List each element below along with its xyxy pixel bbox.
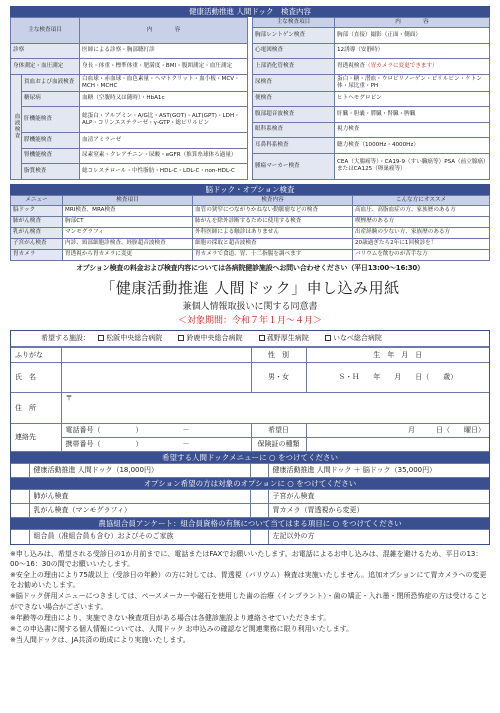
tel-dash: － — [182, 426, 190, 434]
content-cell: 身長・体重・標準体重・肥満度・BMI・腹囲測定・血圧測定 — [80, 59, 248, 75]
item-cell: 糖尿病 — [22, 91, 80, 107]
note-item: ※安全上の理由により75歳以上（受診日の年齢）の方に対しては、胃透視（バリウム）検査は実施いたしません。追加オプションにて胃カメラへの変更をお勧めいたします。 — [10, 570, 487, 590]
item-cell: 便検査 — [253, 91, 335, 107]
table-row — [253, 138, 490, 154]
content-cell: 血糖（空腹時又は随時）・HbA1c — [80, 91, 248, 107]
item-cell: 身体測定・血圧測定 — [11, 59, 80, 75]
menu-b[interactable]: 健康活動推進 人間ドック ＋ 脳ドック（35,000円） — [268, 464, 489, 478]
survey-a[interactable]: 組合員（准組合員も含む）およびそのご家族 — [29, 530, 250, 544]
opt-lung-circle[interactable] — [11, 490, 29, 504]
menu-a[interactable]: 健康活動推進 人間ドック（18,000円） — [29, 464, 250, 478]
contact-label: 連絡先 — [11, 424, 61, 452]
opt-item: 内診、頸部細胞診検査、経膣超音波検査 — [63, 238, 193, 249]
opt-recommend: バリウムを飲むのが苦手な方 — [353, 249, 490, 260]
table-row — [253, 153, 490, 179]
opt-col-content: 検査内容 — [193, 195, 353, 205]
item-cell: 膵機能検査 — [22, 133, 80, 149]
checkbox-icon[interactable] — [259, 335, 265, 341]
survey-b-circle[interactable] — [250, 530, 268, 544]
content-cell: 聴力検査（1000Hz・4000Hz） — [335, 138, 490, 154]
opt-menu: 胃カメラ — [11, 249, 63, 260]
form-subtitle: 兼個人情報取扱いに関する同意書 — [182, 301, 318, 312]
facility-row — [11, 331, 489, 348]
opt-col-recommend: こんな方にオススメ — [353, 195, 490, 205]
option-header: 脳ドック・オプション検査 — [10, 184, 490, 195]
opt-gastro-circle[interactable] — [250, 504, 268, 518]
opt-item: マンモグラフィ — [63, 227, 193, 238]
survey-header: 農協組合員アンケート：組合員資格の有無について当てはまる項目に ○ をつけてください — [11, 518, 489, 529]
facility-option-komono[interactable]: 菰野厚生病院 — [259, 334, 309, 342]
camera-change-note: （胃カメラに変更できます） — [364, 62, 438, 69]
opt-content: 細胞の採取と超音波検査 — [193, 238, 353, 249]
content-cell: 医師による診察・胸部聴打診 — [80, 43, 248, 59]
blood-label: 血液検査 — [11, 74, 22, 179]
opt-breast-circle[interactable] — [11, 504, 29, 518]
note-item: ※脳ドック併用メニューにつきましては、ペースメーカーや磁石を使用した歯の治療（インプラント）・歯の矯正・入れ墨・閉所恐怖症の方は受けることができない場合がございます。 — [10, 592, 488, 611]
sex-label: 性 別 — [251, 348, 306, 363]
note-item: ※この申込書に関する個人情報については、人間ドック お申込みの確認など関連業務に限り利用いたします。 — [10, 624, 354, 633]
menu-b-circle[interactable] — [250, 464, 268, 478]
table-row — [253, 74, 490, 91]
checkbox-icon[interactable] — [98, 335, 104, 341]
opt-gastro[interactable]: 胃カメラ（胃透視から変更） — [268, 504, 489, 518]
wish-date-field[interactable]: 月 日（ 曜日） — [306, 424, 489, 438]
exam-table-right — [252, 17, 490, 180]
address-field[interactable] — [61, 393, 489, 424]
item-cell: 肝機能検査 — [22, 107, 80, 133]
item-cell: 上部消化管検査 — [253, 59, 335, 75]
item-cell: 貧血および血液検査 — [22, 74, 80, 91]
content-cell: 総蛋白・アルブミン・A/G比・AST(GOT)・ALT(GPT)・LDH・ALP・コリンエステラーゼ・γ-GTP・総ビリルビン — [80, 107, 248, 133]
opt-col-item: 検査項目 — [63, 195, 193, 205]
opt-content: 外科医師による触診はありません — [193, 227, 353, 238]
content-cell — [335, 59, 490, 75]
opt-col-menu: メニュー — [11, 195, 63, 205]
opt-content: 血管の狭窄につながりかねない動脈瘤などの検査 — [193, 205, 353, 216]
table-row — [11, 43, 248, 59]
menu-choices — [11, 463, 489, 478]
option-inquiry-note: オプション検査の料金および検査内容については各病院健診施設へお問い合わせください（平日13:00～16:30） — [76, 263, 424, 272]
col-content-right: 内 容 — [335, 18, 490, 28]
table-row — [11, 249, 490, 260]
table-row — [253, 107, 490, 123]
table-row — [11, 91, 248, 107]
birth-field[interactable]: Ｓ・Ｈ 年 月 日（ 歳） — [306, 363, 489, 393]
opt-uterus[interactable]: 子宮がん検査 — [268, 490, 489, 504]
furigana-label: ふりがな — [11, 348, 61, 363]
opt-uterus-circle[interactable] — [250, 490, 268, 504]
wish-date-label: 希望日 — [251, 424, 306, 438]
opt-menu: 乳がん検査 — [11, 227, 63, 238]
col-item-right: 主な検査項目 — [253, 18, 335, 28]
item-cell: 心電図検査 — [253, 43, 335, 59]
table-row — [11, 59, 248, 75]
item-cell: 脂質検査 — [22, 164, 80, 180]
opt-breast[interactable]: 乳がん検査（マンモグラフィ） — [29, 504, 250, 518]
furigana-field[interactable] — [61, 348, 251, 363]
content-cell: 血清アミラーゼ — [80, 133, 248, 149]
birth-label: 生 年 月 日 — [306, 348, 489, 363]
col-content-left: 内 容 — [80, 18, 248, 44]
opt-recommend: 喫煙歴のある方 — [353, 216, 490, 227]
table-row — [11, 107, 248, 133]
personal-info-table — [11, 347, 489, 452]
mobile-label: 携帯番号（ ） — [65, 440, 143, 448]
content-cell: 尿素窒素・クレアチニン・尿酸・eGFR（推算糸球体ろ過量） — [80, 148, 248, 164]
item-cell: 腎機能検査 — [22, 148, 80, 164]
item-cell: 眼科系検査 — [253, 122, 335, 138]
table-row — [253, 43, 490, 59]
content-cell: ヒトヘモグロビン — [335, 91, 490, 107]
facility-option-matsusaka[interactable]: 松阪中央総合病院 — [98, 334, 162, 342]
content-cell: CEA（大腸癌等）・CA19-9（すい臓癌等）PSA（前立腺癌）またはCA125（卵巣癌等） — [335, 153, 490, 179]
opt-item: MRI検査、MRA検査 — [63, 205, 193, 216]
form-title: 「健康活動推進 人間ドック」申し込み用紙 — [100, 278, 400, 297]
target-period: ＜対象期間：令和７年１月～４月＞ — [177, 315, 322, 326]
opt-menu: 肺がん検査 — [11, 216, 63, 227]
table-row — [11, 205, 490, 216]
mobile-dash: － — [182, 440, 190, 448]
postal-mark: 〒 — [65, 394, 73, 402]
opt-lung[interactable]: 肺がん検査 — [29, 490, 250, 504]
item-cell: 耳鼻科系検査 — [253, 138, 335, 154]
name-field[interactable] — [61, 363, 251, 393]
facility-cell — [11, 331, 489, 347]
insurance-field[interactable] — [306, 438, 489, 452]
item-cell: 胸部レントゲン検査 — [253, 28, 335, 44]
note-item: ※当人間ドックは、JA共済の助成により実施いたします。 — [10, 636, 190, 645]
facility-option-inabe[interactable]: いなべ総合病院 — [325, 334, 382, 342]
opt-menu: 子宮がん検査 — [11, 238, 63, 249]
item-cell: 尿検査 — [253, 74, 335, 91]
opt-content: 胃カメラで食道、胃、十二指腸を調べます — [193, 249, 353, 260]
col-item-left: 主な検査項目 — [11, 18, 80, 44]
opt-recommend: 高血圧、高脂血症の方、家族歴のある方 — [353, 205, 490, 216]
table-row — [253, 59, 490, 75]
option-choices — [11, 489, 489, 518]
item-cell: 診察 — [11, 43, 80, 59]
opt-item: 胃透視から胃カメラに変更 — [63, 249, 193, 260]
survey-a-circle[interactable] — [11, 530, 29, 544]
content-cell: 蛋白・糖・潜血・ウロビリノーゲン・ビリルビン・ケトン体・尿比重・PH — [335, 74, 490, 91]
table-row — [11, 216, 490, 227]
table-row — [253, 122, 490, 138]
exam-tables — [10, 17, 490, 180]
table-row — [11, 227, 490, 238]
content-cell: 視力検査 — [335, 122, 490, 138]
menu-header: 希望する人間ドックメニューに ○ をつけてください — [11, 452, 489, 463]
note-item: ※年齢等の理由により、実施できない検査項目がある場合は各健診施設より連絡させていただきます。 — [10, 613, 331, 622]
checkbox-icon[interactable] — [178, 335, 184, 341]
application-form — [10, 330, 490, 545]
opt-menu: 脳ドック — [11, 205, 63, 216]
sex-field[interactable]: 男・女 — [251, 363, 306, 393]
item-cell: 腹部超音波検査 — [253, 107, 335, 123]
content-text: 胃透視検査 — [337, 62, 365, 69]
content-cell: 肝臓・胆嚢・膵臓・腎臓・脾臓 — [335, 107, 490, 123]
mobile-field[interactable] — [61, 438, 251, 452]
checkbox-icon[interactable] — [325, 335, 331, 341]
opt-item: 胸部CT — [63, 216, 193, 227]
item-cell: 腫瘍マーカー検査 — [253, 153, 335, 179]
table-row — [253, 91, 490, 107]
opt-content: 肺がんを除外診断するために使用する検査 — [193, 216, 353, 227]
table-row — [11, 164, 248, 180]
content-cell: 12誘導（安静時） — [335, 43, 490, 59]
opt-recommend: 出産経験の少ない方、家族歴のある方 — [353, 227, 490, 238]
address-label: 住 所 — [11, 393, 61, 424]
table-row — [11, 148, 248, 164]
menu-a-circle[interactable] — [11, 464, 29, 478]
table-row — [253, 28, 490, 44]
table-row — [11, 74, 248, 91]
name-label: 氏 名 — [11, 363, 61, 393]
table-row — [11, 133, 248, 149]
opt-recommend: 20歳過ぎたら2年に1回検診を！ — [353, 238, 490, 249]
exam-header: 健康活動推進 人間ドック 検査内容 — [10, 6, 490, 17]
facility-label: 希望する施設： — [41, 333, 90, 342]
tel-field[interactable] — [61, 424, 251, 438]
tel-label: 電話番号（ ） — [65, 426, 143, 434]
notes — [10, 549, 490, 646]
exam-table-left — [10, 17, 248, 180]
facility-option-suzuka[interactable]: 鈴鹿中央総合病院 — [178, 334, 242, 342]
option-choice-header: オプション希望の方は対象のオプションに ○ をつけてください — [11, 478, 489, 489]
survey-b[interactable]: 左記以外の方 — [268, 530, 489, 544]
note-item: ※申し込みは、希望される受診日の1か月前までに、電話またはFAXでお願いいたします。お電話によるお申し込みは、混雑を避けるため、平日の13：00～16：30の間でお願いいたします。 — [10, 549, 483, 568]
survey-choices — [11, 529, 489, 544]
content-cell: 白血球・赤血球・血色素量・ヘマトクリット・血小板・MCV・MCH・MCHC — [80, 74, 248, 91]
table-row — [11, 238, 490, 249]
content-cell: 総コレステロール・中性脂肪・HDL-C・LDL-C・non-HDL-C — [80, 164, 248, 180]
content-cell: 胸部（直接）撮影（正面・側面） — [335, 28, 490, 44]
insurance-label: 保険証の種類 — [251, 438, 306, 452]
option-table — [10, 195, 490, 261]
